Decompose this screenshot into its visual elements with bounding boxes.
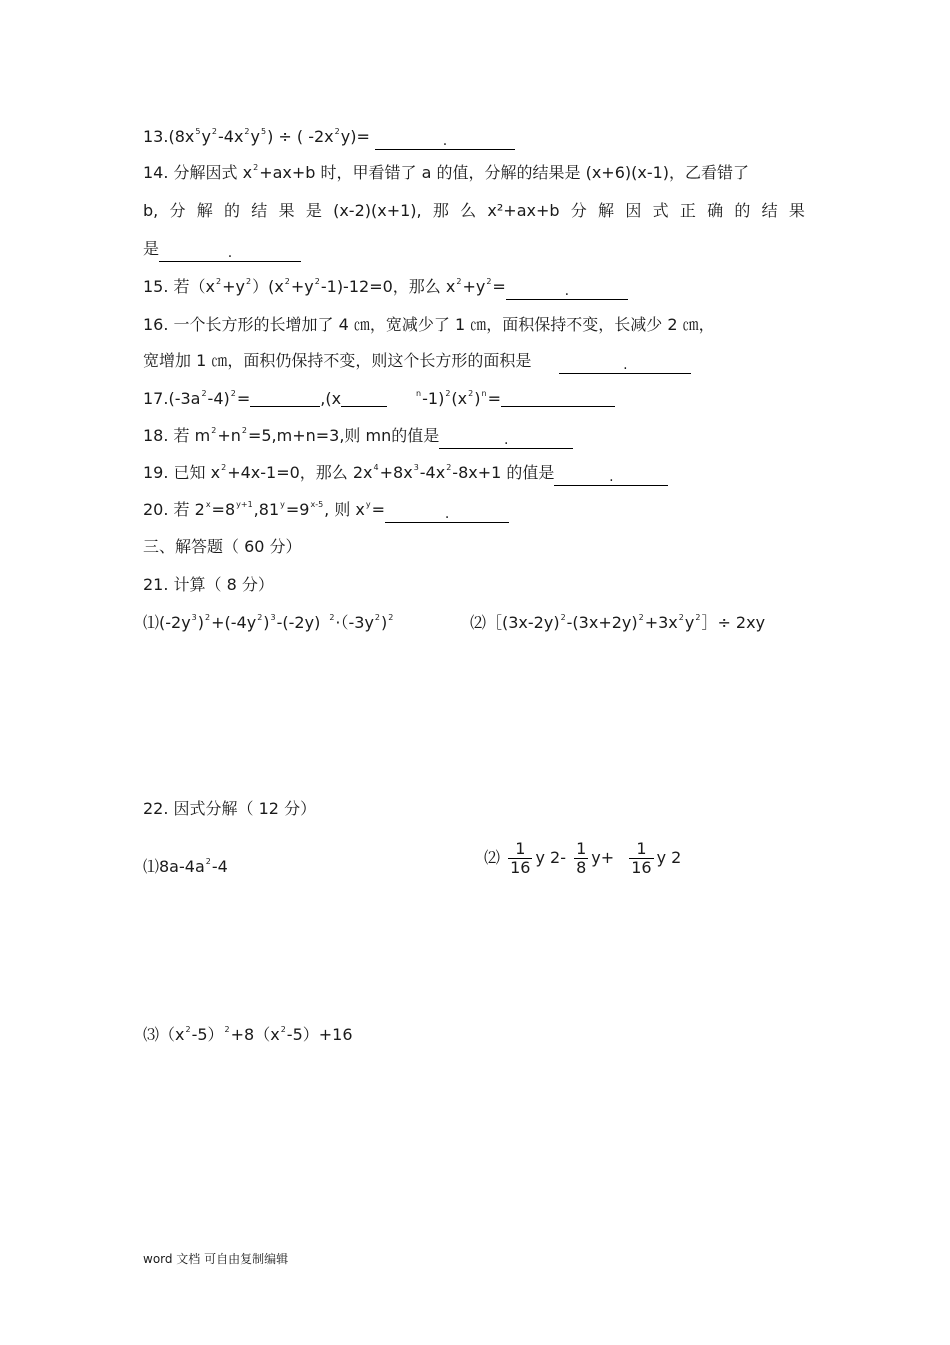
answer-blank-16[interactable]: . <box>559 357 691 374</box>
section-heading: 三、解答题（ 60 分） <box>143 537 302 556</box>
question-21-part-2: $⑵[(3x-2y)^2-(3x+2y)^2+3x^2y^2]\div 2xy$ <box>470 613 766 632</box>
question-14-line-1: 14. 分解因式 $x^2+ax+b$ 时，甲看错了 a 的值，分解的结果是 (x+6)(x-1)，乙看错了 <box>143 163 750 182</box>
question-22-part-1: $⑴8a-4a^2-4$ <box>143 857 228 876</box>
answer-blank-14[interactable]: . <box>159 245 301 262</box>
page-footer: word 文档 可自由复制编辑 <box>143 1252 289 1266</box>
question-16-line-1: 16. 一个长方形的长增加了 4 ㎝，宽减少了 1 ㎝，面积保持不变，长减少 2 ㎝， <box>143 315 715 334</box>
question-19: 19. 已知 $x^2+4x-1=0$，那么 $2x^4+8x^3-4x^2-8x+1$ 的值是 . <box>143 462 668 486</box>
answer-blank-20[interactable]: . <box>385 506 509 523</box>
question-22-title: 22. 因式分解（ 12 分） <box>143 799 317 818</box>
answer-blank-13[interactable]: . <box>375 133 515 150</box>
answer-blank-18[interactable]: . <box>439 432 573 449</box>
fraction-2: $\frac{1}{8}$ <box>576 839 587 877</box>
question-14-line-3: 是 . <box>143 238 301 262</box>
answer-blank-17a[interactable] <box>250 390 320 407</box>
question-22-part-3: $⑶(x^2-5)^2+8(x^2-5)+16$ <box>143 1025 353 1044</box>
question-14-line-2: b, 分 解 的 结 果 是 (x-2)(x+1), 那 么 x²+ax+b 分 解 因 式 正 确 的 结 果 <box>143 201 805 220</box>
question-15: 15. 若$(x^2+y^2)(x^2+y^2-1)-12=0$，那么 $x^2+y^2=$ . <box>143 276 628 300</box>
fraction-3: $\frac{1}{16}$ <box>631 839 652 877</box>
question-17: $17.(-3a^2-4)^2= ,(x$ $^n-1)^2(x^2)^n=$ <box>143 388 615 410</box>
question-21-title: 21. 计算（ 8 分） <box>143 575 274 594</box>
question-16-line-2: 宽增加 1 ㎝，面积仍保持不变，则这个长方形的面积是 . <box>143 350 691 374</box>
answer-blank-17b[interactable] <box>501 390 615 407</box>
question-20: 20. 若 $2^x=8^{y+1},81^y=9^{x-5}$, 则 $x^y=$ . <box>143 499 509 523</box>
fraction-1: $\frac{1}{16}$ <box>510 839 531 877</box>
question-13: $13.(8x^5y^2-4x^2y^5)$ ÷ ( $-2x^2y)=$ . <box>143 126 515 150</box>
answer-blank-15[interactable]: . <box>506 283 628 300</box>
question-21-part-1: $⑴(-2y^3)^2+(-4y^2)^3-(-2y)$ $^2\cdot(-3y^2)^2$ <box>143 613 394 632</box>
question-18: 18. 若 $m^2+n^2=5,m+n=3$,则 mn的值是 . <box>143 425 573 449</box>
answer-blank-19[interactable]: . <box>554 469 668 486</box>
question-22-part-2: ⑵ $\frac{1}{16}$ y 2- $\frac{1}{8}$ y+ $\frac{1}{16}$ y 2 <box>484 839 682 877</box>
underline-17 <box>341 390 387 407</box>
